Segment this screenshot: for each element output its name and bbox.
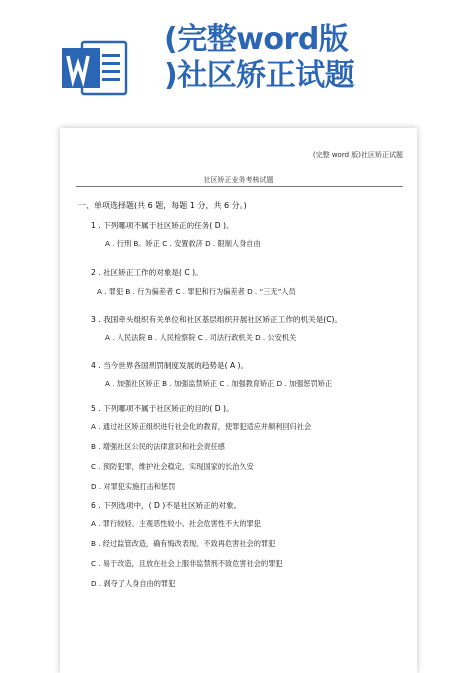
question-5 (78, 404, 408, 501)
header-divider (76, 186, 403, 187)
section-heading: 一、单项选择题(共 6 题，每题 1 分，共 6 分。) (78, 201, 247, 210)
banner-title-line-2: )社区矫正试题 (164, 58, 355, 93)
banner-title-line-1: (完整word版 (164, 22, 349, 57)
question-2 (78, 268, 408, 315)
question-3 (78, 315, 408, 361)
word-document-icon (62, 40, 128, 96)
question-text: 4 . 当今世界各国刑罚制度发展的趋势是( A )。 (91, 361, 249, 370)
option-b: B . 增强社区公民的法律意识和社会责任感 (91, 442, 225, 451)
exam-content (78, 201, 408, 589)
banner (0, 0, 474, 118)
question-text: 2 . 社区矫正工作的对象是( C )。 (91, 268, 203, 277)
option-d: D . 对罪犯实施打击和惩罚 (91, 482, 176, 491)
question-text: 6 . 下列选项中，( D )不是社区矫正的对象。 (91, 501, 242, 510)
question-options: A . 加强社区矫正 B . 加强监禁矫正 C . 加强教育矫正 D . 加强惩罚矫正 (105, 379, 333, 388)
option-b: B . 经过监管改造，确有悔改表现、不致再危害社会的罪犯 (91, 539, 276, 548)
option-d: D . 剥夺了人身自由的罪犯 (91, 579, 176, 588)
question-6 (78, 501, 408, 589)
question-options: A . 人民法院 B . 人民检察院 C . 司法行政机关 D . 公安机关 (105, 333, 297, 342)
question-text: 3 . 我国牵头组织有关单位和社区基层组织开展社区矫正工作的机关是(C)。 (91, 315, 343, 324)
option-c: C . 预防犯罪，维护社会稳定，实现国家的长治久安 (91, 462, 254, 471)
running-header: (完整 word 版)社区矫正试题 (312, 151, 403, 159)
question-text: 5 . 下列哪项不属于社区矫正的目的( D )。 (91, 404, 234, 413)
question-text: 1 . 下列哪项不属于社区矫正的任务( D )。 (91, 221, 234, 230)
banner-title (164, 22, 464, 94)
question-options: A . 罪犯 B . 行为偏差者 C . 罪犯和行为偏差者 D . “三无”人员 (97, 287, 296, 296)
question-1 (78, 221, 408, 268)
option-a: A . 罪行较轻、主观恶性较小、社会危害性不大的罪犯 (91, 519, 261, 528)
option-c: C . 易于改造，且放在社会上服非监禁刑不致危害社会的罪犯 (91, 559, 283, 568)
option-a: A . 通过社区矫正组织进行社会化的教育，使罪犯适应并顺利回归社会 (91, 422, 312, 431)
question-4 (78, 361, 408, 404)
document-title: 社区矫正业务考核试题 (203, 176, 274, 184)
document-page (60, 128, 417, 673)
question-options: A . 行刑 B。矫正 C . 安置救济 D . 限制人身自由 (105, 239, 261, 248)
